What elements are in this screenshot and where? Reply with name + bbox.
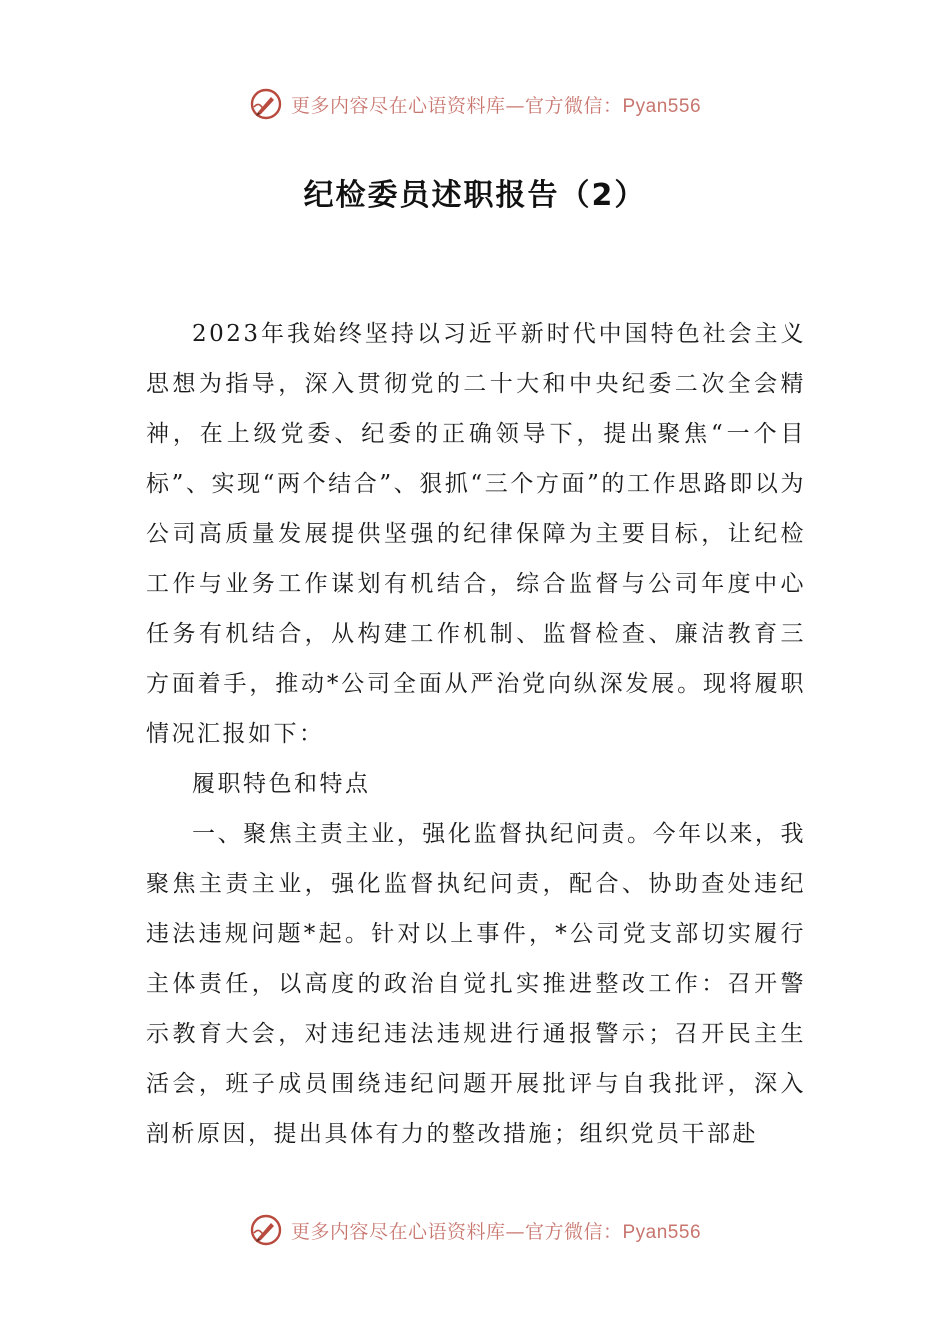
- watermark-text: 更多内容尽在心语资料库—官方微信：Pyan556: [290, 94, 702, 117]
- pen-logo-icon: [249, 87, 283, 121]
- footer-watermark: [0, 1210, 950, 1250]
- watermark-text: 更多内容尽在心语资料库—官方微信：Pyan556: [290, 1220, 702, 1243]
- section-heading: 履职特色和特点: [192, 771, 371, 797]
- header-watermark: [0, 84, 950, 124]
- pen-logo-icon: [249, 1213, 283, 1247]
- document-title: 纪检委员述职报告（2）: [303, 178, 647, 213]
- paragraph: 一、聚焦主责主业，强化监督执纪问责。今年以来，我聚焦主责主业，强化监督执纪问责，配合、协助查处违纪违法违规问题*起。针对以上事件，*公司党支部切实履行主体责任，以高度的政治自觉扎实推进整改工作：召开警示教育大会，对违纪违法违规进行通报警示；召开民主生活会，班子成员围绕违纪问题开展批评与自我批评，深入剖析原因，提出具体有力的整改措施；组织党员干部赴: [146, 821, 806, 1147]
- paragraph: 2023年我始终坚持以习近平新时代中国特色社会主义思想为指导，深入贯彻党的二十大和中央纪委二次全会精神，在上级党委、纪委的正确领导下，提出聚焦“一个目标”、实现“两个结合”、狠抓“三个方面”的工作思路即以为公司高质量发展提供坚强的纪律保障为主要目标，让纪检工作与业务工作谋划有机结合，综合监督与公司年度中心任务有机结合，从构建工作机制、监督检查、廉洁教育三方面着手，推动*公司全面从严治党向纵深发展。现将履职情况汇报如下：: [146, 321, 806, 747]
- document-body: [146, 309, 806, 1159]
